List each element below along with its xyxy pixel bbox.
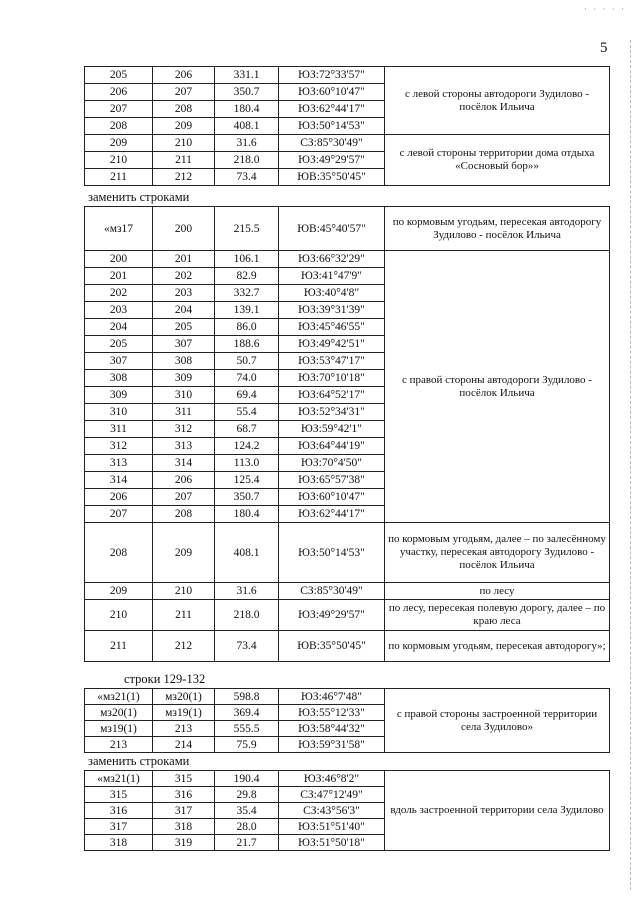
cell-length: 35.4 <box>215 803 279 819</box>
cell-to: 311 <box>153 404 215 421</box>
section-heading: заменить строками <box>88 754 190 768</box>
cell-from: 314 <box>85 472 153 489</box>
table-row <box>85 207 610 251</box>
cell-bearing: ЮЗ:70°4'50" <box>279 455 385 472</box>
table-row <box>85 67 610 84</box>
cell-length: 75.9 <box>215 737 279 753</box>
cell-bearing: ЮЗ:49°29'57" <box>279 600 385 631</box>
table-2 <box>84 206 610 662</box>
cell-length: 350.7 <box>215 489 279 506</box>
cell-length: 29.8 <box>215 787 279 803</box>
cell-from: 210 <box>85 600 153 631</box>
cell-from: 208 <box>85 523 153 583</box>
table-3 <box>84 688 610 753</box>
cell-from: 312 <box>85 438 153 455</box>
cell-length: 350.7 <box>215 84 279 101</box>
cell-to: 319 <box>153 835 215 851</box>
cell-bearing: СЗ:85°30'49" <box>279 583 385 600</box>
cell-to: 200 <box>153 207 215 251</box>
cell-bearing: ЮВ:45°40'57" <box>279 207 385 251</box>
cell-from: 202 <box>85 285 153 302</box>
cell-from: 203 <box>85 302 153 319</box>
cell-from: 210 <box>85 152 153 169</box>
cell-length: 31.6 <box>215 135 279 152</box>
cell-length: 369.4 <box>215 705 279 721</box>
cell-bearing: ЮЗ:45°46'55" <box>279 319 385 336</box>
cell-bearing: ЮЗ:41°47'9" <box>279 268 385 285</box>
cell-description: по лесу, пересекая полевую дорогу, далее – по краю леса <box>385 600 610 631</box>
cell-from: 207 <box>85 101 153 118</box>
cell-bearing: ЮЗ:40°4'8" <box>279 285 385 302</box>
cell-to: 313 <box>153 438 215 455</box>
cell-bearing: ЮЗ:72°33'57" <box>279 67 385 84</box>
cell-length: 555.5 <box>215 721 279 737</box>
cell-length: 28.0 <box>215 819 279 835</box>
cell-from: 316 <box>85 803 153 819</box>
cell-to: 208 <box>153 506 215 523</box>
cell-bearing: СЗ:47°12'49" <box>279 787 385 803</box>
cell-from: 211 <box>85 169 153 186</box>
cell-from: мз20(1) <box>85 705 153 721</box>
table-row <box>85 523 610 583</box>
cell-length: 73.4 <box>215 631 279 662</box>
corner-mark: · · · · · <box>584 4 626 14</box>
cell-description: по лесу <box>385 583 610 600</box>
cell-bearing: ЮЗ:51°50'18" <box>279 835 385 851</box>
cell-to: 315 <box>153 771 215 787</box>
cell-length: 180.4 <box>215 101 279 118</box>
cell-bearing: ЮЗ:50°14'53" <box>279 523 385 583</box>
page-edge-line <box>630 40 632 890</box>
cell-to: 312 <box>153 421 215 438</box>
cell-description: по кормовым угодьям, пересекая автодорогу»; <box>385 631 610 662</box>
cell-length: 598.8 <box>215 689 279 705</box>
cell-description: с правой стороны застроенной территории села Зудилово» <box>385 689 610 753</box>
cell-to: 208 <box>153 101 215 118</box>
cell-bearing: ЮЗ:53°47'17" <box>279 353 385 370</box>
cell-length: 86.0 <box>215 319 279 336</box>
cell-from: 310 <box>85 404 153 421</box>
cell-bearing: ЮЗ:66°32'29" <box>279 251 385 268</box>
cell-bearing: ЮЗ:50°14'53" <box>279 118 385 135</box>
cell-length: 215.5 <box>215 207 279 251</box>
cell-bearing: ЮЗ:39°31'39" <box>279 302 385 319</box>
cell-to: 211 <box>153 152 215 169</box>
cell-from: 307 <box>85 353 153 370</box>
cell-to: 206 <box>153 472 215 489</box>
cell-bearing: ЮЗ:46°8'2" <box>279 771 385 787</box>
cell-length: 73.4 <box>215 169 279 186</box>
cell-bearing: ЮЗ:64°52'17" <box>279 387 385 404</box>
cell-from: 311 <box>85 421 153 438</box>
cell-to: 209 <box>153 118 215 135</box>
cell-to: мз19(1) <box>153 705 215 721</box>
cell-to: 310 <box>153 387 215 404</box>
cell-from: 206 <box>85 489 153 506</box>
cell-length: 68.7 <box>215 421 279 438</box>
section-heading: заменить строками <box>88 190 190 204</box>
cell-from: мз19(1) <box>85 721 153 737</box>
cell-length: 124.2 <box>215 438 279 455</box>
cell-bearing: ЮВ:35°50'45" <box>279 631 385 662</box>
cell-from: 317 <box>85 819 153 835</box>
cell-length: 218.0 <box>215 600 279 631</box>
table-row <box>85 251 610 268</box>
cell-description: по кормовым угодьям, пересекая автодорогу Зудилово - посёлок Ильича <box>385 207 610 251</box>
cell-to: 318 <box>153 819 215 835</box>
cell-to: 210 <box>153 135 215 152</box>
cell-from: 205 <box>85 67 153 84</box>
cell-bearing: ЮЗ:60°10'47" <box>279 84 385 101</box>
cell-from: «мз21(1) <box>85 771 153 787</box>
cell-length: 408.1 <box>215 523 279 583</box>
cell-length: 106.1 <box>215 251 279 268</box>
cell-to: 210 <box>153 583 215 600</box>
cell-bearing: ЮЗ:59°42'1" <box>279 421 385 438</box>
cell-bearing: ЮЗ:70°10'18" <box>279 370 385 387</box>
cell-to: 209 <box>153 523 215 583</box>
cell-to: 307 <box>153 336 215 353</box>
cell-description: по кормовым угодьям, далее – по залесённому участку, пересекая автодорогу Зудилово - посёлок Ильича <box>385 523 610 583</box>
cell-to: 202 <box>153 268 215 285</box>
cell-from: «мз21(1) <box>85 689 153 705</box>
cell-length: 21.7 <box>215 835 279 851</box>
cell-bearing: ЮЗ:58°44'32" <box>279 721 385 737</box>
page-number: 5 <box>600 40 608 56</box>
cell-bearing: ЮЗ:64°44'19" <box>279 438 385 455</box>
cell-to: 212 <box>153 631 215 662</box>
table-row <box>85 771 610 787</box>
cell-from: 200 <box>85 251 153 268</box>
cell-to: 204 <box>153 302 215 319</box>
cell-from: 313 <box>85 455 153 472</box>
cell-length: 218.0 <box>215 152 279 169</box>
table-4 <box>84 770 610 851</box>
cell-to: мз20(1) <box>153 689 215 705</box>
cell-description: вдоль застроенной территории села Зудилово <box>385 771 610 851</box>
table-row <box>85 631 610 662</box>
cell-length: 82.9 <box>215 268 279 285</box>
cell-to: 309 <box>153 370 215 387</box>
cell-bearing: ЮЗ:46°7'48" <box>279 689 385 705</box>
cell-from: 206 <box>85 84 153 101</box>
cell-bearing: ЮЗ:51°51'40" <box>279 819 385 835</box>
cell-from: 309 <box>85 387 153 404</box>
cell-from: 315 <box>85 787 153 803</box>
cell-description: с правой стороны автодороги Зудилово - посёлок Ильича <box>385 251 610 523</box>
cell-to: 207 <box>153 489 215 506</box>
cell-from: 211 <box>85 631 153 662</box>
cell-bearing: ЮЗ:49°29'57" <box>279 152 385 169</box>
cell-from: 204 <box>85 319 153 336</box>
cell-to: 213 <box>153 721 215 737</box>
cell-length: 190.4 <box>215 771 279 787</box>
cell-bearing: ЮЗ:55°12'33" <box>279 705 385 721</box>
cell-from: 213 <box>85 737 153 753</box>
cell-from: 201 <box>85 268 153 285</box>
cell-bearing: ЮЗ:65°57'38" <box>279 472 385 489</box>
cell-to: 214 <box>153 737 215 753</box>
cell-from: 205 <box>85 336 153 353</box>
cell-to: 203 <box>153 285 215 302</box>
table-row <box>85 600 610 631</box>
cell-bearing: ЮЗ:49°42'51" <box>279 336 385 353</box>
cell-bearing: СЗ:43°56'3" <box>279 803 385 819</box>
cell-length: 332.7 <box>215 285 279 302</box>
cell-bearing: ЮВ:35°50'45" <box>279 169 385 186</box>
cell-bearing: ЮЗ:52°34'31" <box>279 404 385 421</box>
cell-bearing: ЮЗ:60°10'47" <box>279 489 385 506</box>
table-row <box>85 689 610 705</box>
cell-length: 55.4 <box>215 404 279 421</box>
cell-to: 316 <box>153 787 215 803</box>
cell-length: 180.4 <box>215 506 279 523</box>
table-row <box>85 135 610 152</box>
cell-length: 69.4 <box>215 387 279 404</box>
cell-bearing: ЮЗ:62°44'17" <box>279 506 385 523</box>
table-row <box>85 583 610 600</box>
cell-from: 208 <box>85 118 153 135</box>
cell-length: 139.1 <box>215 302 279 319</box>
cell-to: 211 <box>153 600 215 631</box>
cell-from: 209 <box>85 135 153 152</box>
cell-from: 318 <box>85 835 153 851</box>
cell-to: 206 <box>153 67 215 84</box>
cell-from: «мз17 <box>85 207 153 251</box>
cell-from: 209 <box>85 583 153 600</box>
cell-description: с левой стороны территории дома отдыха «Сосновый бор»» <box>385 135 610 186</box>
cell-length: 331.1 <box>215 67 279 84</box>
cell-bearing: СЗ:85°30'49" <box>279 135 385 152</box>
cell-to: 308 <box>153 353 215 370</box>
cell-to: 207 <box>153 84 215 101</box>
cell-to: 317 <box>153 803 215 819</box>
table-1 <box>84 66 610 186</box>
cell-bearing: ЮЗ:62°44'17" <box>279 101 385 118</box>
cell-from: 308 <box>85 370 153 387</box>
cell-length: 113.0 <box>215 455 279 472</box>
cell-description: с левой стороны автодороги Зудилово - посёлок Ильича <box>385 67 610 135</box>
cell-from: 207 <box>85 506 153 523</box>
cell-length: 31.6 <box>215 583 279 600</box>
cell-to: 205 <box>153 319 215 336</box>
cell-length: 188.6 <box>215 336 279 353</box>
cell-length: 408.1 <box>215 118 279 135</box>
cell-length: 125.4 <box>215 472 279 489</box>
cell-length: 50.7 <box>215 353 279 370</box>
cell-to: 212 <box>153 169 215 186</box>
cell-length: 74.0 <box>215 370 279 387</box>
cell-to: 314 <box>153 455 215 472</box>
section-heading: строки 129-132 <box>124 672 206 686</box>
cell-bearing: ЮЗ:59°31'58" <box>279 737 385 753</box>
cell-to: 201 <box>153 251 215 268</box>
